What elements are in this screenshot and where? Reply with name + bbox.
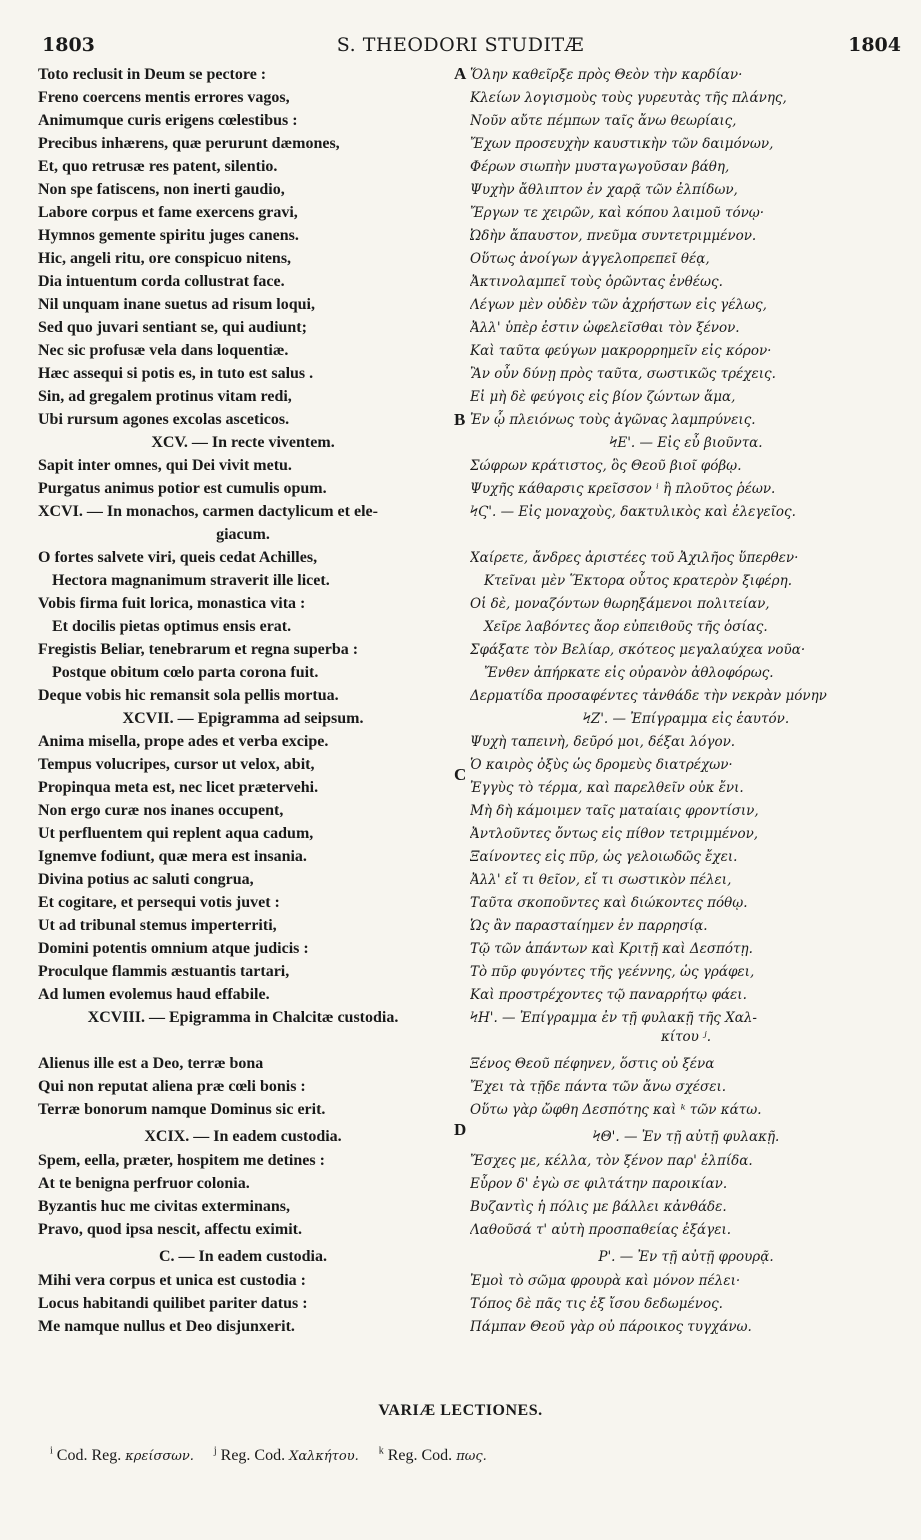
latin-line: Vobis firma fuit lorica, monastica vita : — [38, 595, 306, 612]
greek-line: Σώφρων κράτιστος, ὃς Θεοῦ βιοῖ φόβῳ. — [470, 458, 742, 474]
latin-line: Hymnos gemente spiritu juges canens. — [38, 227, 299, 244]
latin-line: Sapit inter omnes, qui Dei vivit metu. — [38, 457, 292, 474]
note-mark: i — [50, 1446, 53, 1457]
greek-line: Ὅλην καθεῖρξε πρὸς Θεὸν τὴν καρδίαν· — [470, 67, 743, 83]
latin-line: Purgatus animus potior est cumulis opum. — [38, 480, 327, 497]
greek-line: Χαίρετε, ἄνδρες ἀριστέες τοῦ Ἀχιλῆος ὕπερθεν· — [470, 550, 799, 566]
note-source: Reg. Cod. — [387, 1447, 453, 1465]
latin-line: Labore corpus et fame exercens gravi, — [38, 204, 298, 221]
latin-line: Et cogitare, et persequi votis juvet : — [38, 894, 280, 911]
latin-line: Propinqua meta est, nec licet prætervehi. — [38, 779, 319, 796]
latin-line: At te benigna perfruor colonia. — [38, 1175, 250, 1192]
greek-line: Οἱ δὲ, μοναζόντων θωρηξάμενοι πολιτείαν, — [470, 596, 770, 612]
latin-line: Ut perfluentem qui replent aqua cadum, — [38, 825, 314, 842]
greek-line: Κλείων λογισμοὺς τοὺς γυρευτὰς τῆς πλάνης, — [470, 90, 787, 106]
latin-line: Sin, ad gregalem protinus vitam redi, — [38, 388, 292, 405]
latin-line: Sed quo juvari sentiant se, qui audiunt; — [38, 319, 307, 336]
latin-line: Postque obitum cœlo parta corona fuit. — [52, 664, 319, 681]
latin-line: Divina potius ac saluti congrua, — [38, 871, 254, 888]
latin-line: Deque vobis hic remansit sola pellis mortua. — [38, 687, 339, 704]
latin-heading: giacum. — [216, 526, 270, 543]
page-header — [0, 34, 921, 64]
latin-heading: XCVIII. — Epigramma in Chalcitæ custodia. — [87, 1009, 399, 1026]
latin-line: Hectora magnanimum straverit ille licet. — [52, 572, 330, 589]
greek-line: Ἔργων τε χειρῶν, καὶ κόπου λαιμοῦ τόνῳ· — [470, 205, 765, 221]
greek-line: Ἀκτινολαμπεῖ τοὺς ὁρῶντας ἐνθέως. — [470, 274, 723, 290]
greek-line: Λαθοῦσά τ' αὐτὴ προσπαθείας ἐξάγει. — [470, 1222, 732, 1238]
variae-lectiones-notes — [50, 1446, 910, 1465]
greek-heading: ϞϚ'. — Εἰς μοναχοὺς, δακτυλικὸς καὶ ἐλεγεῖος. — [470, 504, 796, 520]
greek-line: Εὗρον δ' ἐγὼ σε φιλτάτην παροικίαν. — [470, 1176, 728, 1192]
greek-line: Ἀντλοῦντες ὄντως εἰς πίθον τετριμμένον, — [470, 826, 759, 842]
variae-lectiones-title: VARIÆ LECTIONES. — [378, 1402, 543, 1419]
latin-line: Proculque flammis æstuantis tartari, — [38, 963, 290, 980]
latin-line: Tempus volucripes, cursor ut velox, abit, — [38, 756, 315, 773]
margin-marker-a: A — [454, 64, 467, 83]
latin-line: Spem, eella, præter, hospitem me detines : — [38, 1152, 325, 1169]
greek-line: Τῷ τῶν ἁπάντων καὶ Κριτῇ καὶ Δεσπότῃ. — [470, 941, 753, 957]
greek-line: Ψυχὴν ἄθλιπτον ἐν χαρᾷ τῶν ἐλπίδων, — [470, 182, 738, 198]
latin-heading: XCVII. — Epigramma ad seipsum. — [122, 710, 364, 727]
latin-line: Terræ bonorum namque Dominus sic erit. — [38, 1101, 326, 1118]
note-mark: k — [378, 1446, 384, 1457]
greek-heading: ϞΖ'. — Ἐπίγραμμα εἰς ἑαυτόν. — [582, 711, 790, 727]
note-mark: j — [213, 1446, 217, 1457]
greek-line: Ὡς ἂν παρασταίημεν ἐν παρρησίᾳ. — [470, 918, 708, 934]
greek-line: Ξαίνοντες εἰς πῦρ, ὡς γελοιωδῶς ἔχει. — [470, 849, 738, 865]
latin-line: Qui non reputat aliena præ cœli bonis : — [38, 1078, 306, 1095]
greek-line: Φέρων σιωπὴν μυσταγωγοῦσαν βάθη, — [470, 159, 730, 175]
greek-line: Μὴ δὴ κάμοιμεν ταῖς ματαίαις φροντίσιν, — [470, 803, 759, 819]
latin-line: Me namque nullus et Deo disjunxerit. — [38, 1318, 295, 1335]
greek-line: Καὶ ταῦτα φεύγων μακρορρημεῖν εἰς κόρον· — [470, 343, 772, 359]
latin-line: Mihi vera corpus et unica est custodia : — [38, 1272, 306, 1289]
greek-line: Βυζαντὶς ἡ πόλις με βάλλει κἀνθάδε. — [470, 1199, 727, 1215]
greek-line: Ψυχῆς κάθαρσις κρεῖσσον ⁱ ἢ πλοῦτος ῥέων. — [470, 481, 776, 497]
latin-line: Animumque curis erigens cœlestibus : — [38, 112, 298, 129]
latin-line: Non ergo curæ nos inanes occupent, — [38, 802, 284, 819]
latin-line: Ad lumen evolemus haud effabile. — [38, 986, 270, 1003]
page-number-left: 1803 — [42, 34, 95, 56]
greek-line: Ταῦτα σκοποῦντες καὶ διώκοντες πόθῳ. — [470, 895, 748, 911]
greek-line: Λέγων μὲν οὐδὲν τῶν ἀχρήστων εἰς γέλως, — [470, 297, 767, 313]
latin-line: Nil unquam inane suetus ad risum loqui, — [38, 296, 315, 313]
latin-line: Non spe fatiscens, non inerti gaudio, — [38, 181, 285, 198]
greek-line: Οὕτως ἀνοίγων ἀγγελοπρεπεῖ θέᾳ, — [470, 251, 710, 267]
latin-line: Dia intuentum corda collustrat face. — [38, 273, 285, 290]
margin-marker-b: B — [454, 410, 466, 429]
latin-line: Domini potentis omnium atque judicis : — [38, 940, 309, 957]
latin-line: Et docilis pietas optimus ensis erat. — [52, 618, 292, 635]
latin-line: Freno coercens mentis errores vagos, — [38, 89, 290, 106]
latin-line: Precibus inhærens, quæ perurunt dæmones, — [38, 135, 340, 152]
greek-line: Ἀλλ' ὑπὲρ ἐστιν ὠφελεῖσθαι τὸν ξένον. — [470, 320, 740, 336]
greek-line: Ἔνθεν ἀπήρκατε εἰς οὐρανὸν ἀθλοφόρως. — [484, 665, 774, 681]
latin-line: Ubi rursum agones excolas asceticos. — [38, 411, 290, 428]
latin-line: Locus habitandi quilibet pariter datus : — [38, 1295, 308, 1312]
variant-note — [50, 1447, 198, 1464]
latin-line: Fregistis Beliar, tenebrarum et regna superba : — [38, 641, 359, 658]
greek-line: Ὠδὴν ἄπαυστον, πνεῦμα συντετριμμένον. — [470, 228, 757, 244]
latin-heading: XCVI. — In monachos, carmen dactylicum et ele- — [38, 503, 378, 520]
greek-line: Δερματίδα προσαφέντες τἀνθάδε τὴν νεκρὰν μόνην — [470, 688, 827, 704]
greek-line: Ἂν οὖν δύνῃ πρὸς ταῦτα, σωστικῶς τρέχεις. — [470, 366, 776, 382]
margin-marker-d: D — [454, 1120, 467, 1139]
latin-line: Anima misella, prope ades et verba excipe. — [38, 733, 329, 750]
latin-line: Pravo, quod ipsa nescit, affectu eximit. — [38, 1221, 302, 1238]
greek-line: Ἐγγὺς τὸ τέρμα, καὶ παρελθεῖν οὐκ ἔνι. — [470, 780, 744, 796]
greek-line: Κτεῖναι μὲν Ἕκτορα οὗτος κρατερὸν ξιφέρη. — [484, 573, 792, 589]
greek-line: Ἐν ᾧ πλειόνως τοὺς ἀγῶνας λαμπρύνεις. — [470, 412, 756, 428]
latin-line: Alienus ille est a Deo, terræ bona — [38, 1055, 264, 1072]
latin-heading: C. — In eadem custodia. — [158, 1248, 327, 1265]
variant-note — [214, 1447, 363, 1464]
greek-line: Σφάξατε τὸν Βελίαρ, σκότεος μεγαλαύχεα νοῦα· — [470, 642, 806, 658]
margin-marker-c: C — [454, 765, 467, 784]
page-number-right: 1804 — [848, 34, 901, 56]
latin-line: Nec sic profusæ vela dans loquentiæ. — [38, 342, 289, 359]
greek-heading: κίτου ʲ. — [660, 1029, 712, 1045]
latin-line: Ignemve fodiunt, quæ mera est insania. — [38, 848, 307, 865]
greek-line: Ἐμοὶ τὸ σῶμα φρουρὰ καὶ μόνον πέλει· — [470, 1273, 741, 1289]
latin-heading: XCIX. — In eadem custodia. — [144, 1128, 342, 1145]
latin-heading: XCV. — In recte viventem. — [151, 434, 335, 451]
latin-line: Ut ad tribunal stemus imperterriti, — [38, 917, 277, 934]
greek-line: Οὕτω γὰρ ὤφθη Δεσπότης καὶ ᵏ τῶν κάτω. — [470, 1102, 762, 1118]
latin-line: Et, quo retrusæ res patent, silentio. — [38, 158, 278, 175]
greek-line: Ὁ καιρὸς ὀξὺς ὡς δρομεὺς διατρέχων· — [470, 757, 733, 773]
greek-line: Ἀλλ' εἴ τι θεῖον, εἴ τι σωστικὸν πέλει, — [470, 872, 732, 888]
greek-line: Νοῦν αὔτε πέμπων ταῖς ἄνω θεωρίαις, — [470, 113, 737, 129]
greek-heading: ϞΕ'. — Εἰς εὖ βιοῦντα. — [609, 435, 763, 451]
variant-note — [379, 1447, 487, 1464]
greek-heading: ϞΘ'. — Ἐν τῇ αὐτῇ φυλακῇ. — [592, 1129, 780, 1145]
greek-heading: Ρ'. — Ἐν τῇ αὐτῇ φρουρᾷ. — [598, 1249, 774, 1265]
latin-line: Hæc assequi si potis es, in tuto est salus . — [38, 365, 314, 382]
greek-line: Καὶ προστρέχοντες τῷ παναρρήτῳ φάει. — [470, 987, 747, 1003]
greek-line: Χεῖρε λαβόντες ἄορ εὐπειθοῦς τῆς ὁσίας. — [484, 619, 768, 635]
greek-line: Ψυχὴ ταπεινὴ, δεῦρό μοι, δέξαι λόγον. — [470, 734, 736, 750]
running-title: S. THEODORI STUDITÆ — [336, 34, 585, 56]
note-source: Reg. Cod. — [220, 1447, 286, 1465]
latin-line: O fortes salvete viri, queis cedat Achilles, — [38, 549, 318, 566]
latin-line: Byzantis huc me civitas exterminans, — [38, 1198, 290, 1215]
greek-line: Εἰ μὴ δὲ φεύγοις εἰς βίον ζώντων ἅμα, — [470, 389, 736, 405]
note-source: Cod. Reg. — [56, 1447, 122, 1465]
greek-heading: ϞΗ'. — Ἐπίγραμμα ἐν τῇ φυλακῇ τῆς Χαλ- — [470, 1010, 757, 1026]
latin-line: Hic, angeli ritu, ore conspicuo nitens, — [38, 250, 292, 267]
greek-line: Ξένος Θεοῦ πέφηνεν, ὅστις οὐ ξένα — [470, 1056, 715, 1072]
greek-line: Τόπος δὲ πᾶς τις ἐξ ἴσου δεδωμένος. — [470, 1296, 723, 1312]
greek-line: Ἔχων προσευχὴν καυστικὴν τῶν δαιμόνων, — [470, 136, 774, 152]
note-reading: Χαλκήτου. — [289, 1449, 359, 1465]
greek-line: Ἔσχες με, κέλλα, τὸν ξένον παρ' ἐλπίδα. — [470, 1153, 753, 1169]
greek-line: Πάμπαν Θεοῦ γὰρ οὐ πάροικος τυγχάνω. — [470, 1319, 752, 1335]
latin-line: Toto reclusit in Deum se pectore : — [38, 66, 267, 83]
note-reading: πως. — [456, 1449, 487, 1465]
greek-line: Ἔχει τὰ τῇδε πάντα τῶν ἄνω σχέσει. — [470, 1079, 727, 1095]
greek-line: Τὸ πῦρ φυγόντες τῆς γεέννης, ὡς γράφει, — [470, 964, 755, 980]
note-reading: κρείσσων. — [125, 1449, 194, 1465]
